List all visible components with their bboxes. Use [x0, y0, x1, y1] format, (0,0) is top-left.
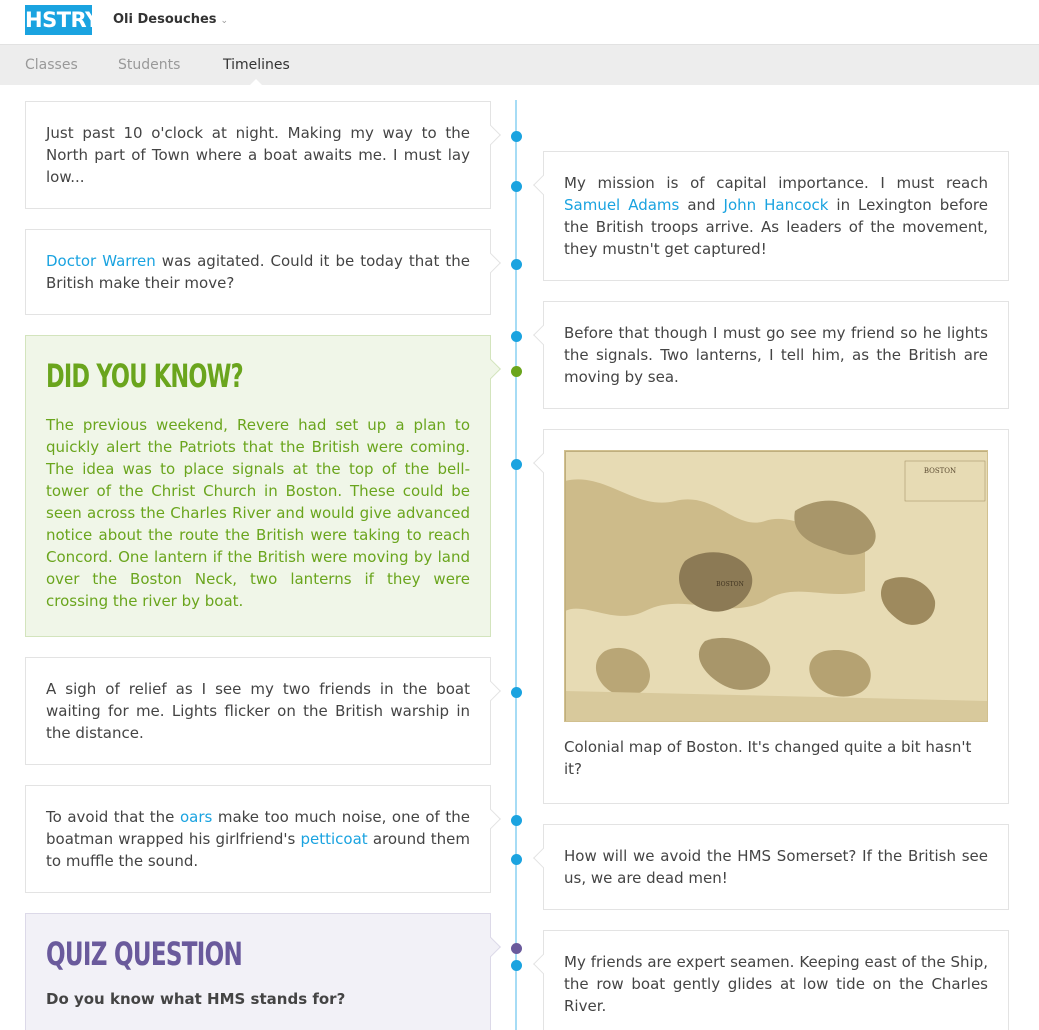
- main-nav: [0, 44, 1039, 85]
- quiz-title: QUIZ QUESTION: [46, 935, 243, 973]
- quiz-question-card: [25, 913, 491, 1030]
- doctor-warren-link[interactable]: Doctor Warren: [46, 252, 156, 270]
- samuel-adams-link[interactable]: Samuel Adams: [564, 196, 680, 214]
- event-text: around them to muffle the sound.: [46, 830, 470, 870]
- tab-timelines[interactable]: Timelines: [223, 57, 290, 73]
- timeline-dot-did-you-know[interactable]: [511, 366, 522, 377]
- tab-students[interactable]: Students: [118, 57, 181, 73]
- user-menu[interactable]: [113, 12, 228, 27]
- event-text: in Lexington before the British troops arrive. As leaders of the movement, they mustn't get captured!: [564, 196, 988, 258]
- timeline-dot[interactable]: [511, 854, 522, 865]
- event-text: A sigh of relief as I see my two friends in the boat waiting for me. Lights flicker on the British warship in the distance.: [46, 680, 470, 742]
- map-caption: Colonial map of Boston. It's changed quite a bit hasn't it?: [564, 738, 972, 778]
- map-title: BOSTON: [923, 467, 957, 475]
- event-text: Before that though I must go see my friend so he lights the signals. Two lanterns, I tell him, as the British are moving by sea.: [564, 324, 988, 386]
- timeline-axis: [515, 100, 517, 1030]
- user-name: Oli Desouches: [113, 12, 217, 27]
- oars-link[interactable]: oars: [179, 808, 213, 826]
- top-bar: [0, 0, 1039, 44]
- event-text: To avoid that the: [46, 808, 180, 826]
- timeline-event-card: [25, 101, 491, 209]
- tab-classes[interactable]: Classes: [25, 57, 78, 73]
- event-text: make too much noise, one of the boatman wrapped his girlfriend's: [46, 808, 470, 848]
- timeline-dot[interactable]: [511, 259, 522, 270]
- timeline-dot[interactable]: [511, 181, 522, 192]
- timeline-event-card: [543, 930, 1009, 1030]
- chevron-down-icon: ⌄: [220, 16, 229, 26]
- map-illustration: [565, 451, 988, 722]
- did-you-know-title: DID YOU KNOW?: [46, 357, 243, 395]
- boston-map-image[interactable]: [564, 450, 988, 722]
- event-text: and: [679, 196, 724, 214]
- timeline-event-card: [25, 657, 491, 765]
- event-text: How will we avoid the HMS Somerset? If the British see us, we are dead men!: [564, 847, 988, 887]
- timeline-event-card: [543, 301, 1009, 409]
- hstry-logo[interactable]: HSTRY: [25, 5, 92, 35]
- petticoat-link[interactable]: petticoat: [300, 830, 368, 848]
- active-tab-indicator: [249, 79, 263, 86]
- timeline-event-card: [543, 151, 1009, 281]
- timeline-event-card: [543, 824, 1009, 910]
- timeline-event-card: [25, 785, 491, 893]
- timeline-event-card: [25, 229, 491, 315]
- event-text: was agitated. Could it be today that the British make their move?: [46, 252, 470, 292]
- map-city-label: BOSTON: [716, 581, 744, 588]
- timeline-dot[interactable]: [511, 459, 522, 470]
- timeline-dot[interactable]: [511, 687, 522, 698]
- timeline-dot[interactable]: [511, 815, 522, 826]
- did-you-know-card: [25, 335, 491, 637]
- map-card: [543, 429, 1009, 804]
- quiz-question: Do you know what HMS stands for?: [46, 990, 346, 1008]
- event-text: Just past 10 o'clock at night. Making my way to the North part of Town where a boat awaits me. I must lay low...: [46, 124, 470, 186]
- john-hancock-link[interactable]: John Hancock: [723, 196, 829, 214]
- timeline-dot[interactable]: [511, 331, 522, 342]
- event-text: My mission is of capital importance. I must reach: [564, 174, 988, 192]
- event-text: My friends are expert seamen. Keeping east of the Ship, the row boat gently glides at low tide on the Charles River.: [564, 953, 988, 1015]
- timeline-dot[interactable]: [511, 960, 522, 971]
- timeline-dot-quiz[interactable]: [511, 943, 522, 954]
- timeline-dot[interactable]: [511, 131, 522, 142]
- did-you-know-text: The previous weekend, Revere had set up a plan to quickly alert the Patriots that the British were coming. The idea was to place signals at the top of the bell-tower of the Christ Church in Boston. These could be seen across the Charles River and would give advanced notice about the route the British were taking to reach Concord. One lantern if the British were moving by land over the Boston Neck, two lanterns if they were crossing the river by boat.: [46, 416, 470, 610]
